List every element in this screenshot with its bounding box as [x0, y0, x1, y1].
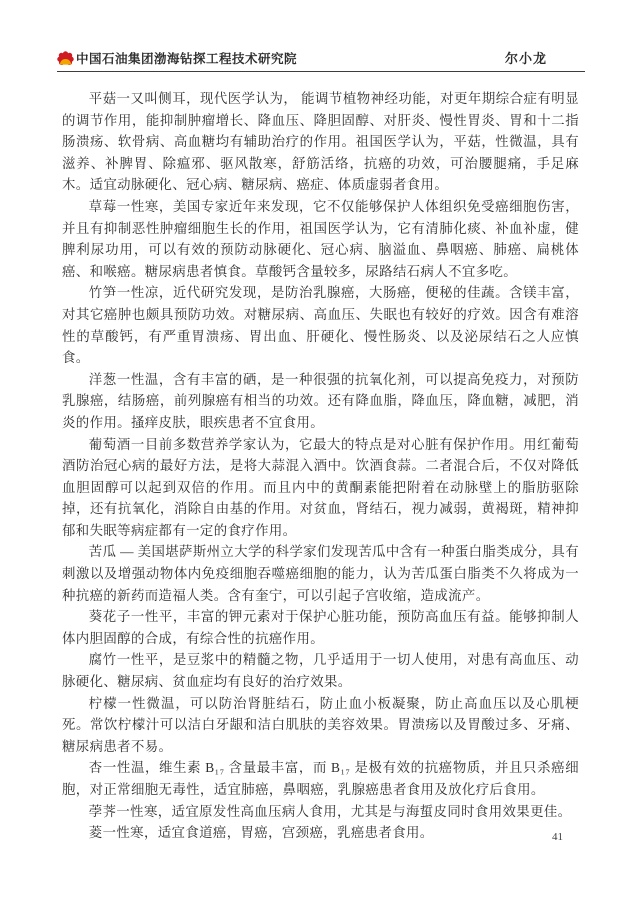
paragraph-ningmeng: 柠檬一性微温，可以防治肾脏结石，防止血小板凝聚，防止高血压以及心肌梗死。常饮柠檬汁可以洁白牙龈和洁白肌肤的美容效果。胃溃疡以及胃酸过多、牙痛、糖尿病患者不易。 — [62, 695, 579, 754]
paragraph-ling: 菱一性寒，适宜食道癌，胃癌，宫颈癌，乳癌患者食用。 — [88, 825, 434, 841]
header-author-name: 尔小龙 — [504, 51, 547, 66]
paragraph-kuihuazi: 葵花子一性平，丰富的钾元素对于保护心脏功能，预防高血压有益。能够抑制人体内胆固醇的合成，有综合性的抗癌作用。 — [62, 609, 579, 646]
page-footer — [552, 831, 563, 843]
header-org-name: 中国石油集团渤海钻探工程技术研究院 — [76, 52, 298, 66]
header-brand — [57, 49, 297, 67]
page-number: 41 — [552, 831, 563, 843]
paragraph-kugua: 苦瓜 — 美国堪萨斯州立大学的科学家们发现苦瓜中含有一种蛋白脂类成分，具有刺激以及增强动物体内免疫细胞吞噬癌细胞的能力，认为苦瓜蛋白脂类不久将成为一种抗癌的新药而造福人类。含有奎宁，可以引起子宫收缩，造成流产。 — [62, 544, 579, 603]
paragraph-biqi: 荸荠一性寒，适宜原发性高血压病人食用，尤其是与海蜇皮同时食用效果更佳。 — [88, 803, 572, 819]
document-body — [62, 88, 579, 844]
paragraph-xing: 杏一性温，维生素 B₁₇ 含量最丰富，而 B₁₇ 是极有效的抗癌物质，并且只杀癌细胞，对正常细胞无毒性，适宜肺癌，鼻咽癌，乳腺癌患者食用及放化疗后食用。 — [62, 760, 579, 797]
page-header — [57, 44, 585, 72]
cnpc-logo-icon — [57, 50, 74, 67]
paragraph-fuzhu: 腐竹一性平，是豆浆中的精髓之物，几乎适用于一切人使用，对患有高血压、动脉硬化、糖尿病、贫血症均有良好的治疗效果。 — [62, 652, 579, 690]
paragraph-caomei: 草莓一性寒，美国专家近年来发现，它不仅能够保护人体组织免受癌细胞伤害，并且有抑制恶性肿瘤细胞生长的作用，祖国医学认为，它有清肺化痰、补血补虚，健脾利尿功用，可以有效的预防动脉硬化、冠心病、脑溢血、鼻咽癌、肺癌、扁桃体癌、和喉癌。糖尿病患者慎食。草酸钙含量较多，尿路结石病人不宜多吃。 — [62, 198, 579, 279]
paragraph-yangcong: 洋葱一性温，含有丰富的硒，是一种很强的抗氧化剂，可以提高免疫力，对预防乳腺癌，结肠癌，前列腺癌有相当的功效。还有降血脂，降血压，降血糖，减肥，消炎的作用。搔痒皮肤，眼疾患者不宜食用。 — [62, 371, 579, 430]
paragraph-putaojiu: 葡萄酒一目前多数营养学家认为，它最大的特点是对心脏有保护作用。用红葡萄酒防治冠心病的最好方法，是将大蒜混入酒中。饮酒食蒜。二者混合后，不仅对降低血胆固醇可以起到双倍的作用。而且内中的黄酮素能把附着在动脉壁上的脂肪驱除掉，还有抗氧化，消除自由基的作用。对贫血，肾结石，视力减弱，黄褐斑，精神抑郁和失眠等病症都有一定的食疗作用。 — [62, 436, 579, 538]
paragraph-pinggu: 平菇一又叫侧耳，现代医学认为， 能调节植物神经功能，对更年期综合症有明显的调节作用，能抑制肿瘤增长、降血压、降胆固醇、对肝炎、慢性胃炎、胃和十二指肠溃疡、软骨病、高血糖均有辅助治疗的作用。祖国医学认为，平菇，性微温，具有滋养、补脾胃、除瘟邪、驱风散寒，舒筋活络，抗癌的功效，可治腰腿痛，手足麻木。适宜动脉硬化、冠心病、糖尿病、癌症、体质虚弱者食用。 — [62, 91, 579, 193]
paragraph-zhusun: 竹笋一性凉，近代研究发现，是防治乳腺癌，大肠癌，便秘的佳蔬。含镁丰富，对其它癌肿也颇具预防功效。对糖尿病、高血压、失眠也有较好的疗效。因含有难溶性的草酸钙，有严重胃溃疡、胃出血、肝硬化、慢性肠炎、以及泌尿结石之人应慎食。 — [62, 285, 579, 366]
